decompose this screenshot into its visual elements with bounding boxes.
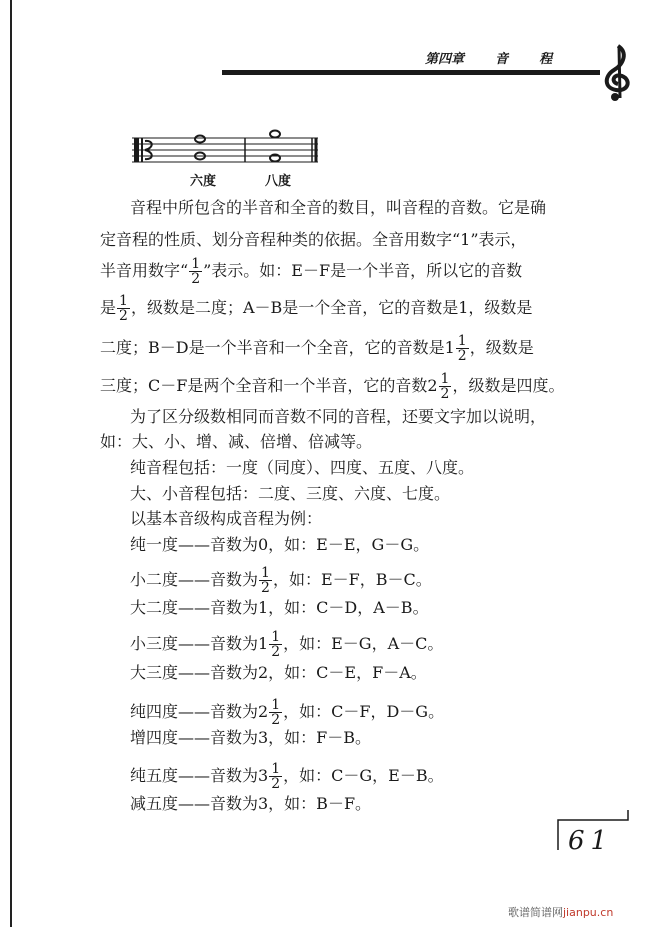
paragraph-1-line-4: 是 $\frac{1}{2}$ ，级数是二度；A－B是一个全音，它的音数是1，级数是 xyxy=(100,293,533,324)
interval-row-perfect-unison: 纯一度——音数为0，如：E－E，G－G。 xyxy=(130,535,430,554)
interval-row-perfect-fourth: 纯四度——音数为2 $\frac{1}{2}$ ，如：C－F，D－G。 xyxy=(130,697,445,728)
fraction-half: $\frac{1}{2}$ xyxy=(271,629,281,660)
fraction-half: $\frac{1}{2}$ xyxy=(119,293,128,324)
watermark xyxy=(508,904,613,920)
running-header xyxy=(425,48,552,67)
fraction-half: $\frac{1}{2}$ xyxy=(261,565,270,596)
interval-row-diminished-fifth: 减五度——音数为3，如：B－F。 xyxy=(130,794,372,813)
interval-staff-example xyxy=(130,128,320,168)
fraction-half: $\frac{1}{2}$ xyxy=(191,256,201,287)
paragraph-2-line-1: 为了区分级数相同而音数不同的音程，还要文字加以说明， xyxy=(130,407,547,426)
interval-row-perfect-fifth: 纯五度——音数为3 $\frac{1}{2}$ ，如：C－G，E－B。 xyxy=(130,761,444,792)
header-title-char-2: 程 xyxy=(539,52,553,67)
paragraph-3: 纯音程包括：一度（同度）、四度、五度、八度。 xyxy=(130,458,475,477)
paragraph-1-line-3: 半音用数字“ $\frac{1}{2}$ ”表示。如：E－F是一个半音，所以它的音数 xyxy=(100,256,523,287)
fraction-half: $\frac{1}{2}$ xyxy=(271,761,281,792)
fraction-half: $\frac{1}{2}$ xyxy=(440,371,450,402)
paragraph-5: 以基本音级构成音程为例： xyxy=(130,509,323,528)
interval-row-minor-second: 小二度——音数为 $\frac{1}{2}$ ，如：E－F，B－C。 xyxy=(130,565,432,596)
paragraph-1-line-6: 三度；C－F是两个全音和一个半音，它的音数2 $\frac{1}{2}$ ，级数是四度。 xyxy=(100,371,565,402)
header-title-char-1: 音 xyxy=(495,52,509,67)
treble-clef-icon xyxy=(598,42,638,102)
paragraph-1-line-1: 音程中所包含的半音和全音的数目，叫音程的音数。它是确 xyxy=(130,198,547,217)
chapter-label: 第四章 xyxy=(425,52,465,67)
page-spine-rule xyxy=(10,0,12,927)
paragraph-2-line-2: 如：大、小、增、减、倍增、倍减等。 xyxy=(100,432,373,451)
interval-row-major-second: 大二度——音数为1，如：C－D，A－B。 xyxy=(130,598,429,617)
watermark-site: 歌谱简谱网 xyxy=(508,906,563,919)
paragraph-4: 大、小音程包括：二度、三度、六度、七度。 xyxy=(130,484,451,503)
interval-row-minor-third: 小三度——音数为1 $\frac{1}{2}$ ，如：E－G，A－C。 xyxy=(130,629,444,660)
interval-row-augmented-fourth: 增四度——音数为3，如：F－B。 xyxy=(130,728,372,747)
fraction-half: $\frac{1}{2}$ xyxy=(271,697,281,728)
label-sixth: 六度 xyxy=(190,174,217,189)
page-number: 61 xyxy=(568,826,614,856)
paragraph-1-line-2: 定音程的性质、划分音程种类的依据。全音用数字“1”表示， xyxy=(100,230,527,249)
fraction-half: $\frac{1}{2}$ xyxy=(457,333,467,364)
interval-row-major-third: 大三度——音数为2，如：C－E，F－A。 xyxy=(130,663,427,682)
header-rule xyxy=(222,70,600,75)
paragraph-1-line-5: 二度；B－D是一个半音和一个全音，它的音数是1 $\frac{1}{2}$ ，级数是 xyxy=(100,333,534,364)
label-octave: 八度 xyxy=(265,174,292,189)
watermark-url: jianpu.cn xyxy=(563,906,614,919)
